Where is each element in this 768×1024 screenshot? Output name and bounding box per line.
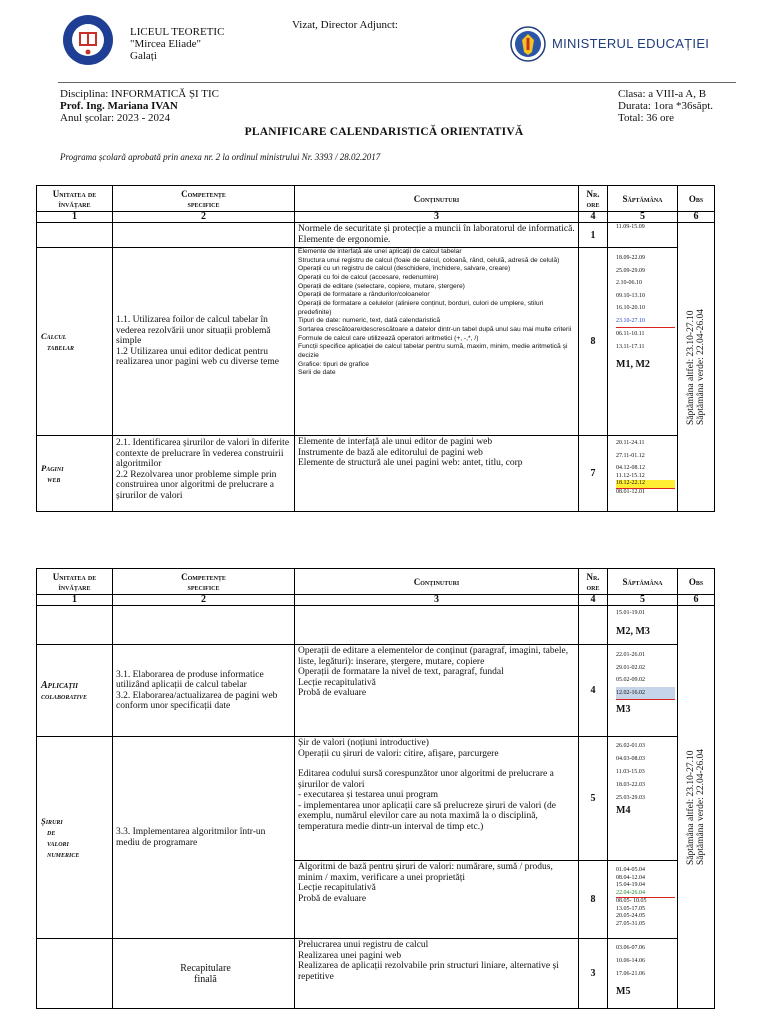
marks: M2, M3 — [616, 626, 650, 637]
table-header-row — [37, 569, 715, 595]
vizat-label: Vizat, Director Adjunct: — [292, 19, 398, 31]
col-hours-header: Nr. ore — [579, 569, 608, 595]
table-row — [37, 223, 715, 248]
table-row — [37, 606, 715, 645]
school-subname: "Mircea Eliade" — [130, 38, 201, 50]
hours-cell: 1 — [579, 223, 608, 248]
obs-note: Săptămâna altfel: 23.10-27.10 Săptămâna verde: 22.04-26.04 — [686, 748, 706, 866]
program-note: Programa școlară aprobată prin anexa nr. 2 la ordinul ministrului Nr. 3393 / 28.02.2017 — [60, 152, 381, 162]
plan-table-1 — [36, 185, 715, 512]
obs-cell — [678, 223, 715, 512]
col-unit-header: Unitatea de învățare — [37, 186, 113, 212]
table-row — [37, 248, 715, 436]
hours-cell: 3 — [579, 939, 608, 1009]
content-cell: Șir de valori (noțiuni introductive) Operații cu șiruri de valori: citire, afișare, parcurgere Editarea codului sursă corespunzător unor algoritmi de prelucrare a șirurilor de valori - executarea și testarea unui program - implementarea unor aplicații care să prelucreze șiruri de valori (de exemplu, numărul elevilor care au nota maximă la o disciplină, temperatura medie dintr-un interval de timp etc.) — [295, 737, 579, 861]
table-row — [37, 737, 715, 861]
table-header-row — [37, 186, 715, 212]
weeks-cell: 15.01-19.01 M2, M3 — [608, 606, 678, 645]
marks: M3 — [616, 704, 631, 715]
total-label: Total: 36 ore — [618, 112, 675, 124]
content-cell: Elemente de interfață ale unui editor de pagini web Instrumente de bază ale editorului de pagini web Elemente de structură ale unei pagini web: antet, titlu, corp — [295, 436, 579, 512]
discipline-label: Disciplina: INFORMATICĂ ȘI TIC — [60, 88, 219, 100]
hours-cell: 5 — [579, 737, 608, 861]
ministry-name: MINISTERUL EDUCAȚIEI — [552, 36, 710, 51]
unit-cell: Pagini web — [37, 436, 113, 512]
competence-cell: 3.3. Implementarea algoritmilor într-un mediu de programare — [113, 737, 295, 939]
hours-cell: 8 — [579, 248, 608, 436]
unit-cell: Recapitulare finală — [113, 939, 295, 1009]
column-number-row: 1 2 3 4 5 6 — [37, 595, 715, 606]
marks: M1, M2 — [616, 359, 650, 370]
obs-cell — [678, 606, 715, 1009]
col-obs-header: Obs — [678, 186, 715, 212]
col-week-header: Săptămâna — [608, 569, 678, 595]
col-comp-header: Competențe specifice — [113, 186, 295, 212]
weeks-cell: 26.02-01.03 04.03-08.03 11.03-15.03 18.03-22.03 25.03-29.03 M4 — [608, 737, 678, 861]
content-cell: Algoritmi de bază pentru șiruri de valori: numărare, sumă / produs, minim / maxim, verificare a unei proprietăți Lecție recapitulativă Probă de evaluare — [295, 861, 579, 939]
weeks-cell: 22.01-26.01 29.01-02.02 05.02-09.02 12.02-16.02 M3 — [608, 645, 678, 737]
col-comp-header: Competențe specifice — [113, 569, 295, 595]
unit-cell: Aplicații colaborative — [37, 645, 113, 737]
marks: M5 — [616, 986, 631, 997]
competence-cell: 3.1. Elaborarea de produse informatice utilizând aplicații de calcul tabelar 3.2. Elaborarea/actualizarea de pagini web conform unor specificații date — [113, 645, 295, 737]
competence-cell: 2.1. Identificarea șirurilor de valori în diferite contexte de prelucrare în vederea construirii algoritmilor 2.2 Rezolvarea unor probleme simple prin construirea unor algoritmi de prelucrare a șirurilor de valori — [113, 436, 295, 512]
hours-cell: 4 — [579, 645, 608, 737]
obs-note: Săptămâna altfel: 23.10-27.10 Săptămâna verde: 22.04-26.04 — [686, 308, 706, 426]
school-city: Galați — [130, 50, 157, 62]
weeks-cell: 03.06-07.06 10.06-14.06 17.06-21.06 M5 — [608, 939, 678, 1009]
info-right — [618, 88, 713, 124]
table-row — [37, 645, 715, 737]
weeks-cell: 18.09-22.09 25.09-29.09 2.10-06.10 09.10-13.10 16.10-20.10 23.10-27.10 06.11-10.11 13.11-17.11 M1, M2 — [608, 248, 678, 436]
page-header — [0, 0, 768, 85]
marks: M4 — [616, 805, 631, 816]
hours-cell: 8 — [579, 861, 608, 939]
col-week-header: Săptămâna — [608, 186, 678, 212]
col-content-header: Conținuturi — [295, 569, 579, 595]
school-name-block — [130, 26, 224, 62]
info-left — [60, 88, 219, 124]
content-cell: Normele de securitate și protecție a muncii în laboratorul de informatică. Elemente de ergonomie. — [295, 223, 579, 248]
table-row — [37, 939, 715, 1009]
header-divider — [58, 82, 736, 83]
teacher-name: Prof. Ing. Mariana IVAN — [60, 100, 178, 112]
unit-cell: Șiruri de valori numerice — [37, 737, 113, 939]
school-logo — [62, 14, 114, 66]
competence-cell: 1.1. Utilizarea foilor de calcul tabelar în vederea rezolvării unor situații problemă simple 1.2 Utilizarea unui editor dedicat pentru realizarea unor pagini web cu diverse teme — [113, 248, 295, 436]
col-content-header: Conținuturi — [295, 186, 579, 212]
school-name: LICEUL TEORETIC — [130, 26, 225, 38]
content-cell: Elemente de interfață ale unei aplicații de calcul tabelar Structura unui registru de calcul (foaie de calcul, coloană, rând, celulă, adresă de celulă) Operații cu un registru de calcul (deschidere, închidere, salvare, creare) Operații cu foi de calcul (accesare, redenumire) Operații de editare (selectare, copiere, mutare, ștergere) Operații de formatare a rândurilor/coloanelor Operații de formatare a celulelor (aliniere conținut, borduri, culori de umplere, stiluri predefinite) Tipuri de date: numeric, text, dată calendaristică Sortarea crescătoare/descrescătoare a datelor dintr-un tabel după unul sau mai multe criterii Formule de calcul care utilizează operatori aritmetici (+, -,*, /) Funcții specifice aplicației de calcul tabelar pentru sumă, maxim, minim, medie aritmetică și decizie Grafice: tipuri de grafice Serii de date — [295, 248, 579, 436]
duration-label: Durata: 1ora *36săpt. — [618, 100, 713, 112]
school-year: Anul școlar: 2023 - 2024 — [60, 112, 170, 124]
class-label: Clasa: a VIII-a A, B — [618, 88, 707, 100]
col-hours-header: Nr. ore — [579, 186, 608, 212]
column-number-row: 1 2 3 4 5 6 — [37, 212, 715, 223]
col-unit-header: Unitatea de învățare — [37, 569, 113, 595]
col-obs-header: Obs — [678, 569, 715, 595]
ministry-crest-icon — [510, 26, 546, 62]
plan-table-2 — [36, 568, 715, 1009]
unit-cell: Calcul tabelar — [37, 248, 113, 436]
weeks-cell: 20.11-24.11 27.11-01.12 04.12-08.12 11.12-15.12 18.12-22.12 08.01-12.01 — [608, 436, 678, 512]
content-cell: Prelucrarea unui registru de calcul Realizarea unei pagini web Realizarea de aplicații rezolvabile prin structuri liniare, alternative și repetitive — [295, 939, 579, 1009]
weeks-cell: 11.09-15.09 — [608, 223, 678, 248]
page-title: PLANIFICARE CALENDARISTICĂ ORIENTATIVĂ — [244, 126, 524, 138]
table-row — [37, 436, 715, 512]
hours-cell: 7 — [579, 436, 608, 512]
content-cell: Operații de editare a elementelor de conținut (paragraf, imagini, tabele, liste, legături): inserare, ștergere, mutare, copiere Operații de formatare la nivel de text, paragraf, fundal Lecție recapitulativă Probă de evaluare — [295, 645, 579, 737]
weeks-cell: 01.04-05.04 08.04-12.04 15.04-19.04 22.04-26.04 08.05- 10.05 13.05-17.05 20.05-24.05 27.05-31.05 — [608, 861, 678, 939]
